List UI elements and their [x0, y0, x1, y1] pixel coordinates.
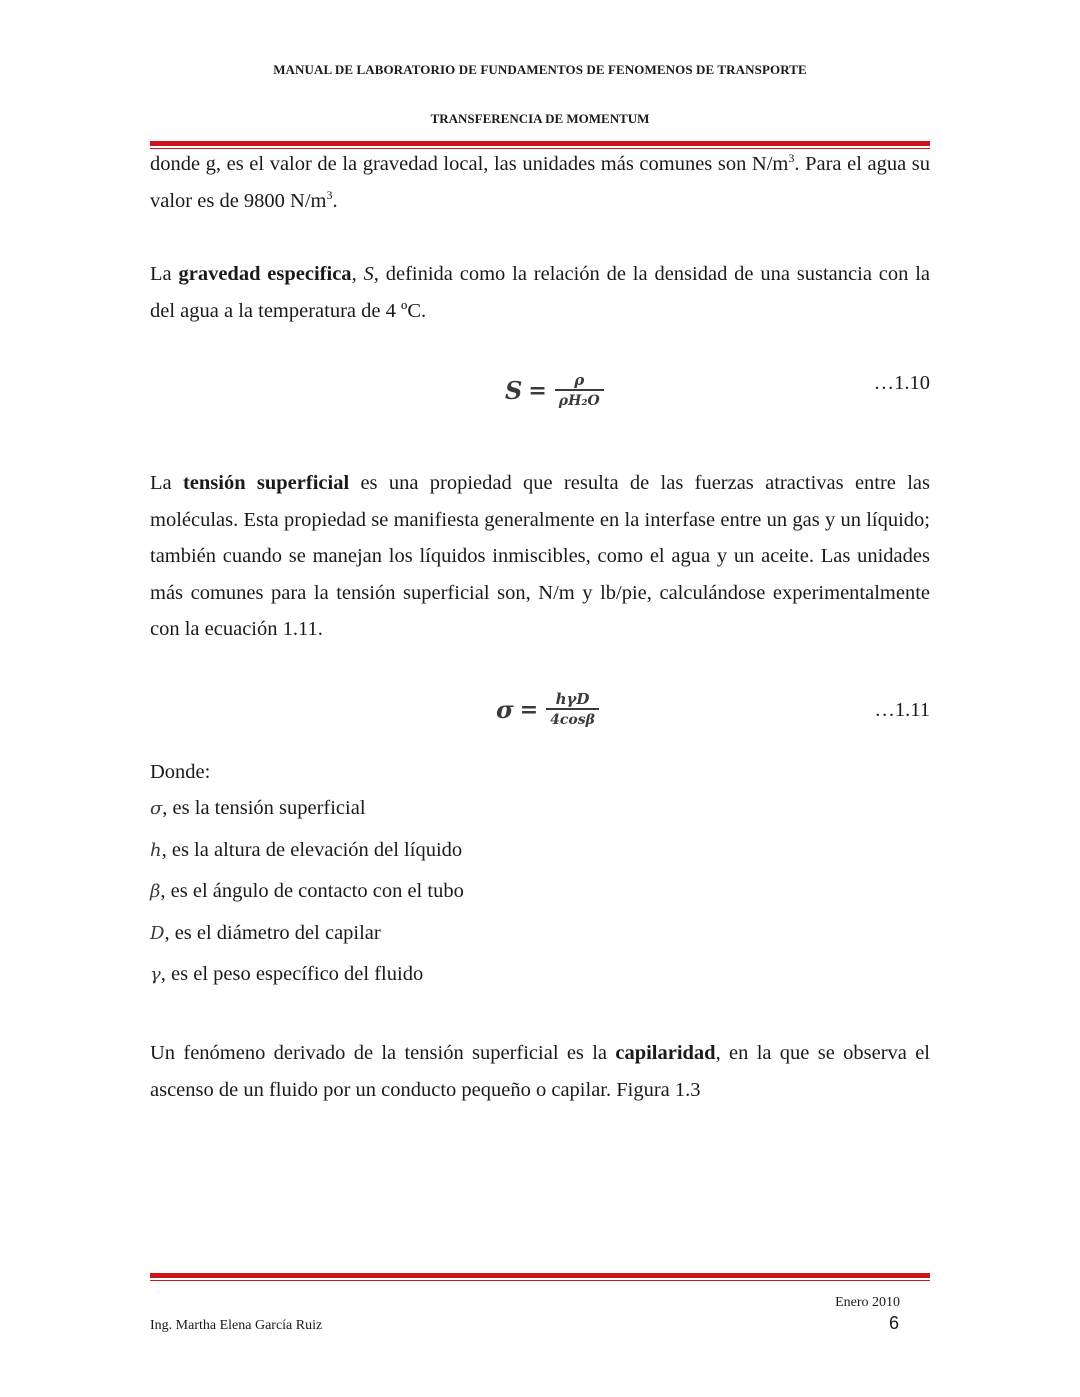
definition-sigma: σ, es la tensión superficial	[150, 797, 366, 819]
paragraph-surface-tension: La tensión superficial es una propiedad que resulta de las fuerzas atractivas entre las moléculas. Esta propiedad se manifiesta generalmente en la interfase entre un gas y un líquido; también cuando se manejan los líquidos inmiscibles, como el agua y un aceite. Las unidades más comunes para la tensión superficial son, N/m y lb/pie, calculándose experimentalmente con la ecuación 1.11.	[150, 472, 930, 640]
paragraph-capillarity: Un fenómeno derivado de la tensión superficial es la capilaridad, en la que se observa el ascenso de un fluido por un conducto pequeño o capilar. Figura 1.3	[150, 1042, 930, 1101]
definition-gamma: γ, es el peso específico del fluido	[150, 963, 424, 985]
eq-1-10-lhs: S	[505, 376, 523, 405]
eq-1-10-denominator: ρH₂O	[555, 389, 604, 410]
equation-1-10-number: …1.10	[873, 372, 930, 394]
equation-1-11-number: …1.11	[874, 699, 930, 721]
page-number: 6	[889, 1313, 900, 1333]
footer-author: Ing. Martha Elena García Ruiz	[150, 1318, 323, 1333]
eq-1-11-numerator: hγD	[555, 690, 590, 708]
definition-d: D, es el diámetro del capilar	[150, 922, 381, 944]
paragraph-specific-gravity: La gravedad especifica, S, definida como la relación de la densidad de una sustancia con la del agua a la temperatura de 4 ºC.	[150, 263, 930, 322]
eq-1-11-denominator: 4cosβ	[546, 708, 599, 729]
equation-1-10: S = $\frac{\rho}{\text{ρH₂O}}$	[505, 371, 604, 410]
running-header-title: MANUAL DE LABORATORIO DE FUNDAMENTOS DE FENOMENOS DE TRANSPORTE	[273, 62, 807, 77]
paragraph-gravity-units: donde g, es el valor de la gravedad local, las unidades más comunes son $N/m^3$. Para el agua su valor es de 9800 $N/m^3$.	[150, 151, 930, 212]
footer-date: Enero 2010	[835, 1295, 900, 1310]
footer-rule	[150, 1273, 930, 1281]
definition-beta: β, es el ángulo de contacto con el tubo	[150, 880, 464, 902]
donde-label: Donde:	[150, 761, 211, 783]
definition-h: h, es la altura de elevación del líquido	[150, 839, 463, 861]
running-header-subtitle: TRANSFERENCIA DE MOMENTUM	[430, 111, 650, 126]
equation-1-11: σ = $\frac{\text{hγD}}{4\cos\beta}$	[496, 690, 599, 729]
eq-1-11-lhs: σ	[496, 695, 514, 724]
eq-1-10-numerator: ρ	[574, 371, 585, 389]
